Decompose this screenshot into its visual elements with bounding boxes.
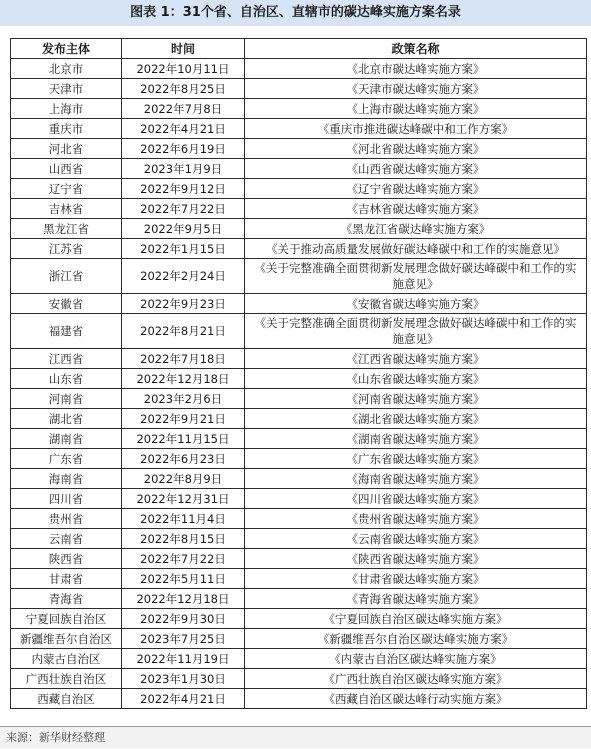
issuer-cell: 甘肃省 [11, 569, 122, 589]
policy-name-cell: 《新疆维吾尔自治区碳达峰实施方案》 [245, 629, 587, 649]
policy-name-cell: 《湖南省碳达峰实施方案》 [245, 429, 587, 449]
issuer-cell: 青海省 [11, 589, 122, 609]
table-row [11, 219, 587, 239]
issuer-cell: 北京市 [11, 59, 122, 79]
table-row [11, 509, 587, 529]
table-row [11, 314, 587, 349]
date-cell: 2022年7月22日 [122, 199, 245, 219]
source-note: 来源：新华财经整理 [0, 726, 591, 748]
issuer-cell: 江西省 [11, 349, 122, 369]
date-cell: 2022年12月18日 [122, 369, 245, 389]
issuer-cell: 四川省 [11, 489, 122, 509]
issuer-cell: 福建省 [11, 314, 122, 349]
date-cell: 2022年7月8日 [122, 99, 245, 119]
policy-name-cell: 《黑龙江省碳达峰实施方案》 [245, 219, 587, 239]
table-row [11, 294, 587, 314]
issuer-cell: 上海市 [11, 99, 122, 119]
policy-name-cell: 《广西壮族自治区碳达峰实施方案》 [245, 669, 587, 689]
policy-name-cell: 《山西省碳达峰实施方案》 [245, 159, 587, 179]
date-cell: 2022年8月9日 [122, 469, 245, 489]
policy-name-cell: 《四川省碳达峰实施方案》 [245, 489, 587, 509]
issuer-cell: 天津市 [11, 79, 122, 99]
policy-name-cell: 《海南省碳达峰实施方案》 [245, 469, 587, 489]
policy-name-cell: 《广东省碳达峰实施方案》 [245, 449, 587, 469]
date-cell: 2022年2月24日 [122, 259, 245, 294]
date-cell: 2022年8月21日 [122, 314, 245, 349]
policy-name-cell: 《吉林省碳达峰实施方案》 [245, 199, 587, 219]
table-row [11, 569, 587, 589]
date-cell: 2023年2月6日 [122, 389, 245, 409]
policy-name-cell: 《河北省碳达峰实施方案》 [245, 139, 587, 159]
date-cell: 2022年6月23日 [122, 449, 245, 469]
policy-name-cell: 《青海省碳达峰实施方案》 [245, 589, 587, 609]
policy-name-cell: 《云南省碳达峰实施方案》 [245, 529, 587, 549]
issuer-cell: 西藏自治区 [11, 689, 122, 709]
date-cell: 2022年8月15日 [122, 529, 245, 549]
header-policy-name: 政策名称 [245, 39, 587, 59]
date-cell: 2022年7月18日 [122, 349, 245, 369]
policy-name-cell: 《西藏自治区碳达峰行动实施方案》 [245, 689, 587, 709]
header-date: 时间 [122, 39, 245, 59]
table-row [11, 609, 587, 629]
table-row [11, 389, 587, 409]
table-row [11, 259, 587, 294]
issuer-cell: 山东省 [11, 369, 122, 389]
date-cell: 2022年11月15日 [122, 429, 245, 449]
issuer-cell: 重庆市 [11, 119, 122, 139]
policy-name-cell: 《辽宁省碳达峰实施方案》 [245, 179, 587, 199]
policy-name-cell: 《贵州省碳达峰实施方案》 [245, 509, 587, 529]
issuer-cell: 广西壮族自治区 [11, 669, 122, 689]
table-row [11, 549, 587, 569]
table-row [11, 139, 587, 159]
date-cell: 2022年4月21日 [122, 689, 245, 709]
table-row [11, 469, 587, 489]
table-row [11, 199, 587, 219]
table-caption: 图表 1：31个省、自治区、直辖市的碳达峰实施方案名录 [0, 0, 591, 26]
date-cell: 2022年9月30日 [122, 609, 245, 629]
issuer-cell: 辽宁省 [11, 179, 122, 199]
date-cell: 2022年6月19日 [122, 139, 245, 159]
issuer-cell: 山西省 [11, 159, 122, 179]
issuer-cell: 内蒙古自治区 [11, 649, 122, 669]
table-row [11, 239, 587, 259]
table-row [11, 159, 587, 179]
table-row [11, 649, 587, 669]
policy-name-cell: 《陕西省碳达峰实施方案》 [245, 549, 587, 569]
table-row [11, 409, 587, 429]
table-row [11, 119, 587, 139]
policy-name-cell: 《甘肃省碳达峰实施方案》 [245, 569, 587, 589]
issuer-cell: 广东省 [11, 449, 122, 469]
table-row [11, 489, 587, 509]
table-row [11, 349, 587, 369]
header-row [11, 39, 587, 59]
policy-name-cell: 《上海市碳达峰实施方案》 [245, 99, 587, 119]
date-cell: 2022年7月22日 [122, 549, 245, 569]
date-cell: 2023年7月25日 [122, 629, 245, 649]
issuer-cell: 陕西省 [11, 549, 122, 569]
issuer-cell: 河北省 [11, 139, 122, 159]
date-cell: 2022年9月12日 [122, 179, 245, 199]
date-cell: 2023年1月30日 [122, 669, 245, 689]
policy-name-cell: 《北京市碳达峰实施方案》 [245, 59, 587, 79]
table-row [11, 99, 587, 119]
date-cell: 2022年5月11日 [122, 569, 245, 589]
table-row [11, 529, 587, 549]
date-cell: 2022年8月25日 [122, 79, 245, 99]
policy-name-cell: 《重庆市推进碳达峰碳中和工作方案》 [245, 119, 587, 139]
header-issuer: 发布主体 [11, 39, 122, 59]
table-row [11, 369, 587, 389]
policy-name-cell: 《河南省碳达峰实施方案》 [245, 389, 587, 409]
policy-name-cell: 《关于完整准确全面贯彻新发展理念做好碳达峰碳中和工作的实施意见》 [245, 314, 587, 349]
policy-table [10, 38, 587, 709]
issuer-cell: 宁夏回族自治区 [11, 609, 122, 629]
date-cell: 2023年1月9日 [122, 159, 245, 179]
date-cell: 2022年12月31日 [122, 489, 245, 509]
issuer-cell: 新疆维吾尔自治区 [11, 629, 122, 649]
date-cell: 2022年10月11日 [122, 59, 245, 79]
issuer-cell: 湖南省 [11, 429, 122, 449]
date-cell: 2022年1月15日 [122, 239, 245, 259]
date-cell: 2022年11月4日 [122, 509, 245, 529]
issuer-cell: 浙江省 [11, 259, 122, 294]
table-row [11, 429, 587, 449]
issuer-cell: 安徽省 [11, 294, 122, 314]
policy-name-cell: 《天津市碳达峰实施方案》 [245, 79, 587, 99]
issuer-cell: 贵州省 [11, 509, 122, 529]
date-cell: 2022年9月21日 [122, 409, 245, 429]
table-row [11, 79, 587, 99]
table-row [11, 59, 587, 79]
policy-name-cell: 《湖北省碳达峰实施方案》 [245, 409, 587, 429]
policy-name-cell: 《宁夏回族自治区碳达峰实施方案》 [245, 609, 587, 629]
issuer-cell: 吉林省 [11, 199, 122, 219]
date-cell: 2022年9月5日 [122, 219, 245, 239]
issuer-cell: 海南省 [11, 469, 122, 489]
table-row [11, 689, 587, 709]
table-row [11, 449, 587, 469]
policy-name-cell: 《关于推动高质量发展做好碳达峰碳中和工作的实施意见》 [245, 239, 587, 259]
table-row [11, 629, 587, 649]
issuer-cell: 湖北省 [11, 409, 122, 429]
issuer-cell: 云南省 [11, 529, 122, 549]
issuer-cell: 黑龙江省 [11, 219, 122, 239]
issuer-cell: 河南省 [11, 389, 122, 409]
policy-name-cell: 《内蒙古自治区碳达峰实施方案》 [245, 649, 587, 669]
date-cell: 2022年9月23日 [122, 294, 245, 314]
policy-name-cell: 《山东省碳达峰实施方案》 [245, 369, 587, 389]
date-cell: 2022年11月19日 [122, 649, 245, 669]
table-row [11, 669, 587, 689]
issuer-cell: 江苏省 [11, 239, 122, 259]
table-row [11, 179, 587, 199]
policy-name-cell: 《安徽省碳达峰实施方案》 [245, 294, 587, 314]
table-row [11, 589, 587, 609]
policy-name-cell: 《江西省碳达峰实施方案》 [245, 349, 587, 369]
policy-name-cell: 《关于完整准确全面贯彻新发展理念做好碳达峰碳中和工作的实施意见》 [245, 259, 587, 294]
date-cell: 2022年4月21日 [122, 119, 245, 139]
date-cell: 2022年12月18日 [122, 589, 245, 609]
